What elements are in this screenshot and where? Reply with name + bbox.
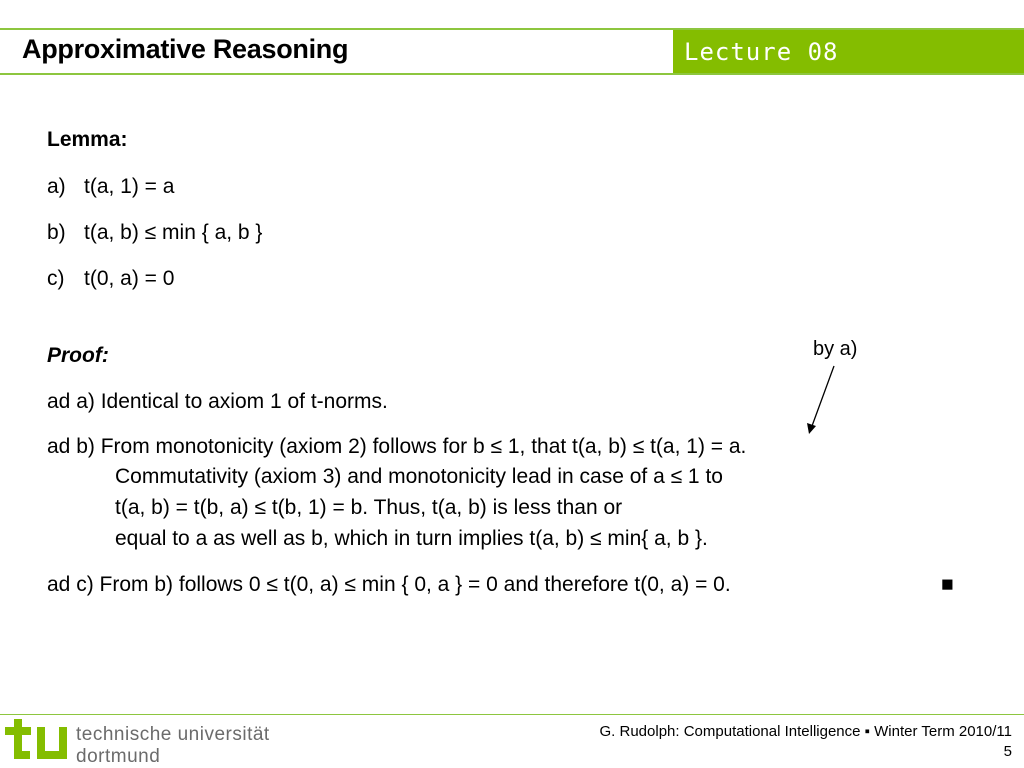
proof-line-b3: t(a, b) = t(b, a) ≤ t(b, 1) = b. Thus, t(a, b) is less than or: [115, 496, 623, 519]
university-line2: dortmund: [76, 746, 161, 767]
lemma-item-label: a): [47, 175, 66, 198]
proof-line-b2: Commutativity (axiom 3) and monotonicity lead in case of a ≤ 1 to: [115, 465, 723, 488]
tu-logo-icon: [5, 716, 75, 768]
lemma-item-text: t(a, 1) = a: [84, 175, 175, 198]
lemma-item-c: [47, 267, 174, 291]
proof-line-b4: equal to a as well as b, which in turn implies t(a, b) ≤ min{ a, b }.: [115, 527, 708, 550]
proof-line-a: ad a) Identical to axiom 1 of t-norms.: [47, 390, 388, 413]
lemma-item-text: t(a, b) ≤ min { a, b }: [84, 221, 263, 244]
header-bottom-rule: [0, 73, 1024, 75]
proof-line-c: ad c) From b) follows 0 ≤ t(0, a) ≤ min { 0, a } = 0 and therefore t(0, a) = 0.: [47, 573, 731, 596]
lemma-item-text: t(0, a) = 0: [84, 267, 175, 290]
lemma-heading: Lemma:: [47, 128, 128, 151]
university-line1: technische universität: [76, 724, 270, 745]
credit-line: G. Rudolph: Computational Intelligence ▪ Winter Term 2010/11: [599, 723, 1012, 740]
slide-title: Approximative Reasoning: [22, 34, 349, 64]
lecture-label: Lecture 08: [684, 38, 839, 66]
page-number: 5: [1003, 743, 1012, 760]
annotation-label: by a): [813, 338, 858, 360]
footer-rule: [0, 714, 1024, 715]
footer-credit: [600, 722, 1013, 762]
lemma-item-b: [47, 221, 262, 245]
qed-mark: ■: [941, 573, 954, 596]
lemma-item-a: [47, 175, 174, 199]
annotation-arrow: [790, 360, 870, 440]
lemma-item-label: c): [47, 267, 65, 290]
lemma-item-label: b): [47, 221, 66, 244]
lecture-badge: [673, 30, 1024, 73]
university-name: [76, 724, 270, 768]
proof-line-b1: ad b) From monotonicity (axiom 2) follows for b ≤ 1, that t(a, b) ≤ t(a, 1) = a.: [47, 435, 747, 458]
proof-heading: Proof:: [47, 344, 109, 367]
